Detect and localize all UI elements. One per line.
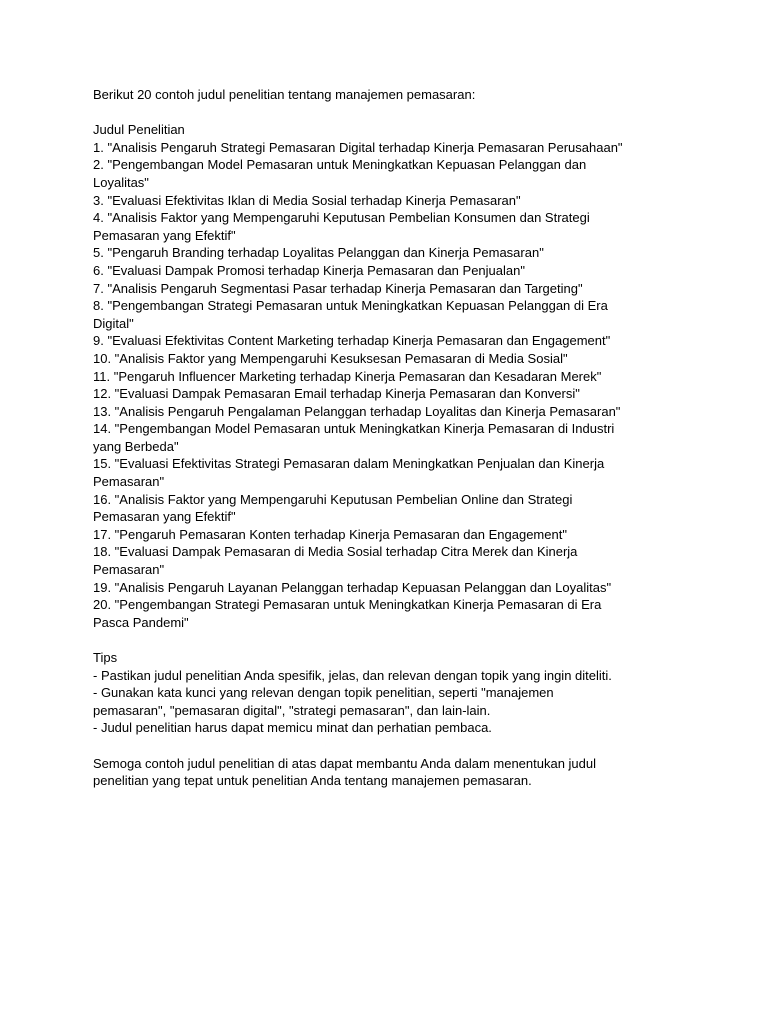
list-item: Pasca Pandemi" [93,614,189,630]
list-item: Digital" [93,315,134,331]
list-item: Pemasaran yang Efektif" [93,509,236,525]
closing-line: Semoga contoh judul penelitian di atas dapat membantu Anda dalam menentukan judul [93,755,597,771]
spacer [93,104,728,122]
intro-text: Berikut 20 contoh judul penelitian tentang manajemen pemasaran: [93,87,476,102]
tips-list [93,667,728,737]
list-item: Pemasaran" [93,474,165,490]
list-item: Loyalitas" [93,174,149,190]
spacer [93,631,728,649]
section-heading-tips: Tips [93,650,118,665]
list-item: Pemasaran" [93,562,165,578]
list-item: 19. "Analisis Pengaruh Layanan Pelanggan terhadap Kepuasan Pelanggan dan Loyalitas" [93,579,612,595]
list-item: 8. "Pengembangan Strategi Pemasaran untuk Meningkatkan Kepuasan Pelanggan di Era [93,298,608,314]
list-item: 7. "Analisis Pengaruh Segmentasi Pasar terhadap Kinerja Pemasaran dan Targeting" [93,280,583,296]
list-item: 17. "Pengaruh Pemasaran Konten terhadap Kinerja Pemasaran dan Engagement" [93,526,567,542]
list-item: 1. "Analisis Pengaruh Strategi Pemasaran Digital terhadap Kinerja Pemasaran Perusahaan" [93,139,623,155]
list-item: pemasaran", "pemasaran digital", "strategi pemasaran", dan lain-lain. [93,702,491,718]
spacer [93,737,728,755]
list-item: 6. "Evaluasi Dampak Promosi terhadap Kinerja Pemasaran dan Penjualan" [93,262,525,278]
closing-line: penelitian yang tepat untuk penelitian Anda tentang manajemen pemasaran. [93,773,532,789]
list-item: 16. "Analisis Faktor yang Mempengaruhi Keputusan Pembelian Online dan Strategi [93,491,573,507]
list-item: Pemasaran yang Efektif" [93,227,236,243]
research-titles-list [93,139,728,632]
list-item: - Judul penelitian harus dapat memicu minat dan perhatian pembaca. [93,720,492,736]
list-item: 12. "Evaluasi Dampak Pemasaran Email terhadap Kinerja Pemasaran dan Konversi" [93,386,580,402]
closing-paragraph [93,755,728,790]
list-item: 3. "Evaluasi Efektivitas Iklan di Media Sosial terhadap Kinerja Pemasaran" [93,192,521,208]
list-item: yang Berbeda" [93,438,179,454]
list-item: 9. "Evaluasi Efektivitas Content Marketing terhadap Kinerja Pemasaran dan Engagement" [93,333,611,349]
list-item: - Pastikan judul penelitian Anda spesifik, jelas, dan relevan dengan topik yang ingin diteliti. [93,667,612,683]
list-item: 13. "Analisis Pengaruh Pengalaman Pelanggan terhadap Loyalitas dan Kinerja Pemasaran" [93,403,621,419]
list-item: 15. "Evaluasi Efektivitas Strategi Pemasaran dalam Meningkatkan Penjualan dan Kinerja [93,456,605,472]
list-item: 11. "Pengaruh Influencer Marketing terhadap Kinerja Pemasaran dan Kesadaran Merek" [93,368,602,384]
section-heading-titles: Judul Penelitian [93,122,185,138]
list-item: 4. "Analisis Faktor yang Mempengaruhi Keputusan Pembelian Konsumen dan Strategi [93,210,590,226]
list-item: 10. "Analisis Faktor yang Mempengaruhi Kesuksesan Pemasaran di Media Sosial" [93,350,568,366]
list-item: - Gunakan kata kunci yang relevan dengan topik penelitian, seperti "manajemen [93,685,554,701]
list-item: 14. "Pengembangan Model Pemasaran untuk Meningkatkan Kinerja Pemasaran di Industri [93,421,615,437]
list-item: 5. "Pengaruh Branding terhadap Loyalitas Pelanggan dan Kinerja Pemasaran" [93,245,544,261]
list-item: 18. "Evaluasi Dampak Pemasaran di Media Sosial terhadap Citra Merek dan Kinerja [93,544,578,560]
list-item: 20. "Pengembangan Strategi Pemasaran untuk Meningkatkan Kinerja Pemasaran di Era [93,597,602,613]
list-item: 2. "Pengembangan Model Pemasaran untuk Meningkatkan Kepuasan Pelanggan dan [93,157,587,173]
